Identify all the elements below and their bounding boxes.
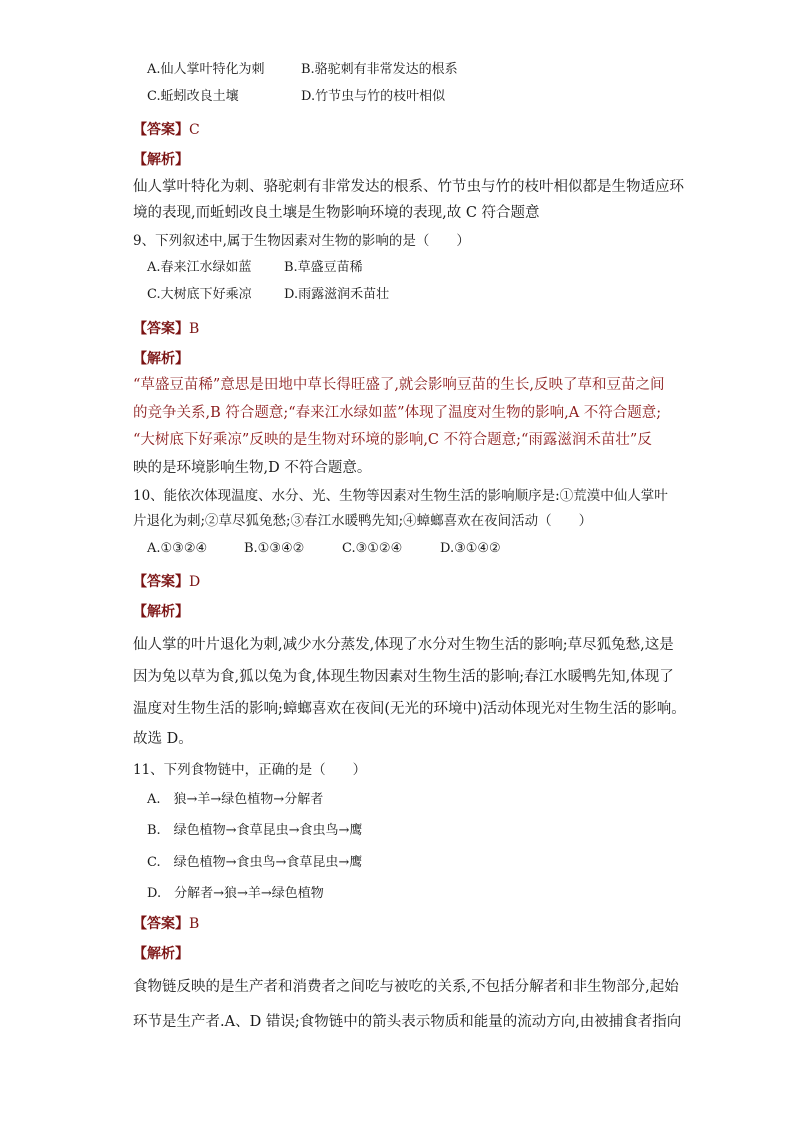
q10-analysis-line-4: 故选 D。 (133, 731, 193, 747)
q10-option-b: B.①③④② (244, 541, 305, 556)
q9-analysis-line-2: 的竞争关系,B 符合题意;“春来江水绿如蓝”体现了温度对生物的影响,A 不符合题意; (133, 405, 662, 421)
q9-analysis-label: 【解析】 (133, 351, 189, 367)
q11-analysis-line-2: 环节是生产者.A、D 错误;食物链中的箭头表示物质和能量的流动方向,由被捕食者指向 (133, 1014, 682, 1030)
q11-option-a: A. 狼→羊→绿色植物→分解者 (147, 792, 324, 807)
q8-option-c: C.蚯蚓改良土壤 (147, 89, 239, 104)
answer-label: 【答案】 (133, 574, 189, 590)
q10-answer (133, 573, 200, 591)
q8-analysis-line-2: 境的表现,而蚯蚓改良土壤是生物影响环境的表现,故 C 符合题意 (133, 205, 540, 221)
q10-option-d: D.③①④② (440, 541, 501, 556)
answer-value: C (189, 122, 200, 138)
q10-analysis-line-3: 温度对生物生活的影响;蟑螂喜欢在夜间(无光的环境中)活动体现光对生物生活的影响。 (133, 701, 686, 717)
q9-analysis-line-3: “大树底下好乘凉”反映的是生物对环境的影响,C 不符合题意;“雨露滋润禾苗壮”反 (133, 432, 652, 448)
q10-option-a: A.①③②④ (147, 541, 208, 556)
answer-value: B (189, 321, 200, 337)
q11-stem: 11、下列食物链中，正确的是（ ） (133, 762, 367, 778)
q10-analysis-label: 【解析】 (133, 604, 189, 620)
q11-option-b: B. 绿色植物→食草昆虫→食虫鸟→鹰 (147, 823, 363, 838)
q9-analysis-line-1: “草盛豆苗稀”意思是田地中草长得旺盛了,就会影响豆苗的生长,反映了草和豆苗之间 (133, 377, 665, 393)
q10-stem-line-2: 片退化为刺;②草尽狐兔愁;③春江水暖鸭先知;④蟑螂喜欢在夜间活动（ ） (133, 513, 593, 529)
q11-answer (133, 915, 199, 933)
q11-option-d: D. 分解者→狼→羊→绿色植物 (147, 886, 324, 901)
answer-label: 【答案】 (133, 122, 189, 138)
q8-option-a: A.仙人掌叶特化为刺 (147, 62, 265, 77)
q10-analysis-line-1: 仙人掌的叶片退化为刺,减少水分蒸发,体现了水分对生物生活的影响;草尽狐兔愁,这是 (133, 637, 674, 653)
q8-option-b: B.骆驼刺有非常发达的根系 (301, 62, 458, 77)
q8-option-d: D.竹节虫与竹的枝叶相似 (301, 89, 446, 104)
q9-option-c: C.大树底下好乘凉 (147, 287, 252, 302)
q8-analysis-line-1: 仙人掌叶特化为刺、骆驼刺有非常发达的根系、竹节虫与竹的枝叶相似都是生物适应环 (133, 179, 684, 195)
q9-option-b: B.草盛豆苗稀 (284, 260, 363, 275)
q9-analysis-line-4: 映的是环境影响生物,D 不符合题意。 (133, 460, 372, 476)
answer-label: 【答案】 (133, 321, 189, 337)
q11-analysis-label: 【解析】 (133, 946, 189, 962)
q11-option-c: C. 绿色植物→食虫鸟→食草昆虫→鹰 (147, 855, 363, 870)
q9-stem: 9、下列叙述中,属于生物因素对生物的影响的是（ ） (133, 233, 470, 249)
q8-answer (133, 121, 200, 139)
q10-option-c: C.③①②④ (342, 541, 403, 556)
q10-analysis-line-2: 因为兔以草为食,狐以兔为食,体现生物因素对生物生活的影响;春江水暖鸭先知,体现了 (133, 669, 674, 685)
q9-answer (133, 320, 199, 338)
q8-analysis-label: 【解析】 (133, 152, 189, 168)
answer-value: D (189, 574, 201, 590)
q9-option-d: D.雨露滋润禾苗壮 (284, 287, 390, 302)
answer-label: 【答案】 (133, 916, 189, 932)
answer-value: B (189, 916, 200, 932)
q11-analysis-line-1: 食物链反映的是生产者和消费者之间吃与被吃的关系,不包括分解者和非生物部分,起始 (133, 979, 679, 995)
q9-option-a: A.春来江水绿如蓝 (147, 260, 252, 275)
q10-stem-line-1: 10、能依次体现温度、水分、光、生物等因素对生物生活的影响顺序是:①荒漠中仙人掌叶 (133, 488, 668, 504)
